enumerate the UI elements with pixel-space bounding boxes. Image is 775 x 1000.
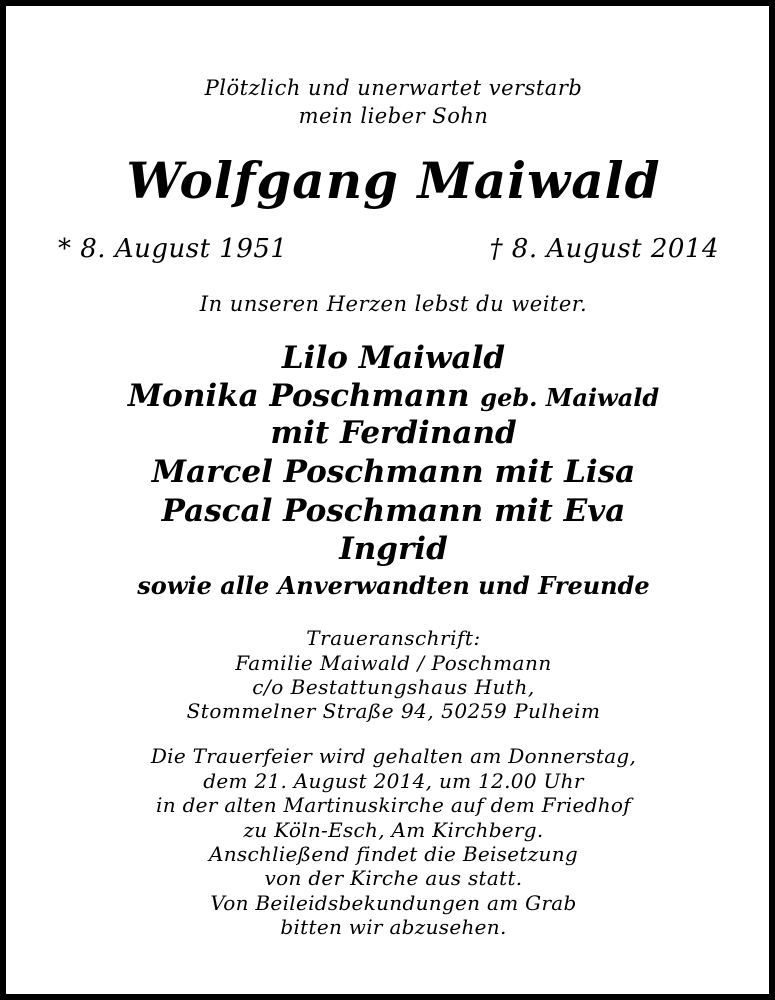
service-line-1: Die Trauerfeier wird gehalten am Donnerstag, (150, 744, 637, 768)
birth-date: * 8. August 1951 (58, 234, 288, 264)
mourner-line-4: Marcel Poschmann mit Lisa (151, 454, 636, 490)
mourner-line-2-main: Monika Poschmann (127, 378, 470, 414)
address-care-of: c/o Bestattungshaus Huth, (252, 675, 535, 699)
address-family: Familie Maiwald / Poschmann (235, 651, 552, 675)
death-date: † 8. August 2014 (489, 234, 719, 264)
mourner-line-3: mit Ferdinand (270, 415, 517, 451)
service-line-3: in der alten Martinuskirche auf dem Friedhof (156, 793, 631, 817)
address-street: Stommelner Straße 94, 50259 Pulheim (186, 699, 601, 723)
mourner-line-2 (6, 378, 775, 414)
mourner-line-1: Lilo Maiwald (281, 340, 506, 376)
mourner-line-6: Ingrid (339, 531, 448, 567)
service-line-2: dem 21. August 2014, um 12.00 Uhr (203, 769, 584, 793)
service-line-4: zu Köln-Esch, Am Kirchberg. (243, 818, 544, 842)
intro-line-2: mein lieber Sohn (298, 104, 489, 128)
mourner-line-7: sowie alle Anverwandten und Freunde (137, 571, 650, 600)
service-line-5: Anschließend findet die Beisetzung (208, 842, 578, 866)
service-line-8: bitten wir abzusehen. (280, 915, 507, 939)
intro-line-1: Plötzlich und unerwartet verstarb (204, 76, 583, 100)
service-line-6: von der Kirche aus statt. (264, 866, 523, 890)
motto: In unseren Herzen lebst du weiter. (199, 292, 588, 316)
service-line-7: Von Beileidsbekundungen am Grab (210, 891, 577, 915)
mourner-line-2-note: geb. Maiwald (480, 383, 660, 412)
deceased-name: Wolfgang Maiwald (126, 151, 661, 210)
mourner-line-5: Pascal Poschmann mit Eva (161, 493, 626, 529)
address-label: Traueranschrift: (306, 626, 481, 650)
